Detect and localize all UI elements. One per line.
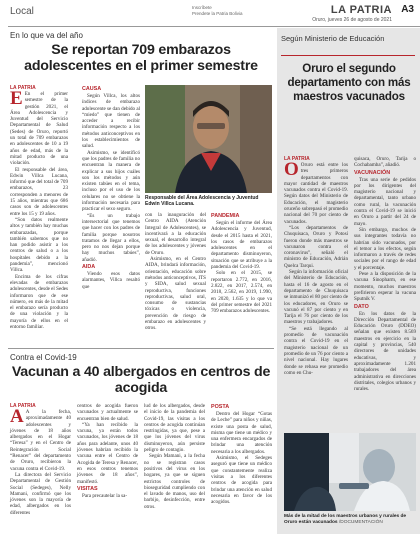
sidebar-kicker: Según Ministerio de Educación bbox=[281, 34, 385, 43]
main-col2-p1: Según Villca, los altos índices de embarazo adolescente se dan debido al “miedo” que tienen de acceder a recibir información respecto a los métodos anticonceptivos en los establecimientos de salud. bbox=[82, 93, 140, 150]
main-col4-p2: Solo en el 2015, se reportaron 2.772, en 2016, 2.822, en 2017, 2.574, en 2018, 2.562, en 2019, 1.990, en 2020, 1.635 y lo que va del primer semestre del 2021 709 embarazos adolescentes. bbox=[211, 270, 272, 315]
vaccination-image bbox=[284, 433, 416, 511]
article-divider bbox=[8, 348, 274, 349]
sidebar-col2b-p2: Sin embargo, muchos de sus integrantes todavía no habrían sido vacunados, por el temor a los efectos, según informaron a través de redes sociales por el rango de edad y el porcentaje. bbox=[354, 226, 416, 271]
page-header bbox=[0, 0, 420, 28]
issue-date: Oruro, jueves 26 de agosto de 2021 bbox=[312, 17, 392, 23]
promo-line-1: Inscríbete bbox=[192, 5, 212, 10]
sidebar-col2-p1: quisaca, Oruro, Tarija o Cochabamba”, añadió. bbox=[354, 156, 416, 169]
sidebar-col-2 bbox=[354, 156, 416, 392]
page-number: A3 bbox=[401, 4, 414, 15]
sidebar-photo-caption bbox=[284, 514, 416, 525]
promo-text[interactable] bbox=[192, 5, 243, 16]
main-col2-p2: Asimismo, se identificó que los padres de familia no encuentran la manera de explicar a sus hijos cuáles son los métodos y aún existen tabúes en el tema, incluso por el uso de los celulares no se obtiene la información necesaria para practicar el sexo seguro. bbox=[82, 149, 140, 213]
sidebar-rule bbox=[281, 55, 415, 56]
drop-cap-2: A bbox=[10, 406, 24, 427]
second-col4-p2: Asimismo, el Sedeges aseguró que tiene un médico que constantemente realiza visitas a los diferentes centros de acogida para brindar una atención en salud necesaria en favor de los acogidos. bbox=[211, 455, 272, 506]
main-source: LA PATRIA bbox=[10, 85, 36, 91]
main-col-2 bbox=[82, 85, 140, 290]
sidebar-col1-p4: “Se está llegando al promedio de vacunación contra el Covid-19 en el magisterio nacional de un promedio de un 76 por ciento a nivel nacional. Hay lugares donde se rebasa ese promedio como en Chu- bbox=[284, 325, 348, 376]
second-sub-visitas: VISITAS bbox=[77, 485, 98, 492]
main-col2b-p1: Viendo esos datos alarmantes, Villca resaltó que bbox=[82, 271, 140, 290]
second-sub-posta: POSTA bbox=[211, 404, 230, 410]
second-col1-p1: A A la fecha, aproximadamente 40 adolescentes y jóvenes de 18 años albergados en el Hogar “Teresa” y en el Centro de Reintegración Social “Renacer” del departamento de Oruro, recibieron la vacuna contra el Covid-19. bbox=[10, 406, 71, 472]
second-col-1 bbox=[10, 403, 71, 516]
sidebar-col2b-p1: Tras una serie de pedidos por los dirigentes del magisterio nacional y departamental, tanto urbano como rural, la vacunación contra el Covid-19 se inició en Oruro a partir del 24 de mayo. bbox=[354, 176, 416, 227]
second-col2-p2: “Ya han recibido la vacuna, ya están todos vacunados, los jóvenes de 18 años para adelante, unos 40 jóvenes habrían recibido la vacuna entre el Centro de Acogida de Teresa y Renacer, en esos centros tenemos jóvenes de 18 años”, manifestó. bbox=[77, 421, 138, 485]
sidebar-caption-text: Más de la mitad de los maestros urbanos y rurales de Oruro están vacunados bbox=[284, 514, 407, 525]
sidebar-source: LA PATRIA bbox=[284, 156, 310, 162]
main-col3-p1: con la inauguración del Centro AIDA (Atención Integral de Adolescentes), se incentivará a la educación sexual, el desarrollo integral de los adolescentes y jóvenes de Oruro. bbox=[145, 212, 206, 256]
sidebar-col1-p1: O Oruro está entre los tres primeros departamentos con mayor cantidad de maestros vacunados contra el Covid-19. Según datos del Ministerio de Educación, el magisterio oruceño sobrepasó el promedio nacional del 70 por ciento de vacunados. bbox=[284, 159, 348, 225]
main-col3-p2: Asimismo, en el Centro AIDA, brindará información, orientación, educación sobre métodos anticonceptivos, ITS y SIDA, salud sexual reproductiva, funciones reproductivas, salud oral, consumo de sustancias tóxicas o violencia, prevención de riesgo de embarazo en adolescentes y otros. bbox=[145, 256, 206, 332]
sidebar-headline: Oruro el segundo departamento con más maestros vacunados bbox=[287, 62, 411, 103]
sidebar-photo-credit: /DOCUMENTACIÓN bbox=[338, 519, 383, 525]
main-col-1 bbox=[10, 85, 68, 330]
main-sub-aida: AIDA bbox=[82, 264, 96, 271]
sidebar-col2b-p3: Pese a la disposición de la vacuna Sinopharm, en ese momento, muchos maestros prefirieron esperar la vacuna Sputnik V. bbox=[354, 271, 416, 303]
sidebar-sub-vacunacion: VACUNACIÓN bbox=[354, 169, 391, 176]
sidebar-col-1 bbox=[284, 156, 348, 376]
drop-cap: E bbox=[10, 88, 23, 109]
second-col-4 bbox=[211, 403, 272, 505]
main-col-4 bbox=[211, 212, 272, 314]
main-photo-caption: Responsable del Área Adolescencia y Juventud Edwin Villca Lucana. bbox=[145, 195, 259, 207]
main-col-3 bbox=[145, 212, 206, 332]
main-photo bbox=[145, 85, 272, 193]
main-kicker: En lo que va del año bbox=[10, 31, 83, 40]
second-col3-p2: Según Mamani, a la fecha no se registran casos positivos del virus en los hogares, ya que se siguen estrictos controles de bioseguridad cumpliendo con el lavado de manos, uso del barbijo, desinfección, entre otros. bbox=[144, 453, 205, 510]
second-col-3 bbox=[144, 403, 205, 510]
second-col3-p1: lud de los albergados, desde el inicio de la pandemia del Covid-19, las visitas a los centros de acogida continúan restringidas, ya que, pese a que los jóvenes del virus disminuyeron, aún persiste peligro de contagio. bbox=[144, 403, 205, 454]
main-headline: Se reportan 709 embarazos adolescentes en el primer semestre bbox=[24, 42, 258, 74]
main-col1-p2: El responsable del área, Edwin Villca Lucana, informó que del total de 709 embarazos, 23 corresponden a menores de 15 años, mientras que 686 casos son de adolescentes entre los 15 y 19 años. bbox=[10, 166, 68, 217]
main-col2-p3: “Es un trabajo intersectorial que tenemos que hacer con los padres de familia porque nosotros tratamos de llegar a ellos, pero no nos dejan porque hay muchos tabúes”, añadió. bbox=[82, 212, 140, 263]
second-col-2 bbox=[77, 403, 138, 499]
sidebar-col1-p3: Según la información oficial del Ministerio de Educación, hasta el 16 de agosto en el departamento de Chuquisaca se inmunizó el 80 por ciento de los educadores, en Oruro se vacunó el 87 por ciento y en Tarija el 76 por ciento de los maestros y trabajadores. bbox=[284, 269, 348, 326]
main-sub-pandemia: PANDEMIA bbox=[211, 213, 240, 219]
section-label: Local bbox=[10, 6, 34, 17]
main-col1-p4: Encima de los cifras elevadas de embarazos adolescentes, desde el Sedes informaron que de ese número, en más de la mitad el embarazo sería producto de una violación y la mayoría de ellos en el entorno familiar. bbox=[10, 273, 68, 330]
main-col1-p3: “Son datos realmente altos y también hay muchas embarazadas, porque también sabemos que no han podido asistir a los centros de salud o a los hospitales debido a la pandemia”, mencionó Villca. bbox=[10, 216, 68, 274]
sidebar-photo bbox=[284, 433, 416, 511]
main-col1-p1: E En el primer semestre de la gestión 2021, el Área Adolescencia y Juventud del Servicio Departamental de Salud (Sedes) de Oruro, reportó un total de 709 embarazos en adolescentes de 10 a 19 años de edad, más de la mitad producto de una violación. bbox=[10, 88, 68, 167]
promo-line-2: Prendete la Patria Bolivia bbox=[192, 10, 243, 16]
second-col2-p1: centros de acogida fueron vacunados y actualmente se encuentran bien de salud. bbox=[77, 403, 138, 422]
portrait-image bbox=[145, 85, 272, 193]
second-col4-p1: Dentro del Hogar “Gotas de Leche” para niños y niñas, existe una posta de salud, misma que tiene un médico y una enfermera encargados de brindar una atención necesaria a los albergados. bbox=[211, 411, 272, 455]
second-col1-p2: La directora del Servicio Departamental de Gestión Social (Sedeges), Nelly Mamani, confirmó que los jóvenes son la mayoría de edad, albergados en los diferentes bbox=[10, 471, 71, 516]
sidebar-col2c-p1: En los datos de la Dirección Departamental de Educación Oruro (DDEO) señalan que existen 8.569 maestros en ejercicio en la capital y provincias, 540 directores de unidades educativas, y aproximadamente 1.201 trabajadores del área administrativa en direcciones distritales, colegios urbanos y rurales. bbox=[354, 310, 416, 393]
sidebar-sub-dato: DATO bbox=[354, 303, 369, 310]
header-rule bbox=[8, 26, 420, 27]
newspaper-brand: LA PATRIA bbox=[330, 4, 392, 16]
second-source: LA PATRIA bbox=[10, 403, 36, 409]
main-col4-p1: Según el informe del Área Adolescencia y Juventud, desde el 2015 hasta el 2021, los casos de embarazos adolescentes en el departamento disminuyeron, situación que se atribuye a la pandemia del Covid-19. bbox=[211, 220, 272, 271]
sidebar-col1-p2: “Los departamentos de Chuquisaca, Oruro y Potosí fueron donde más maestros se vacunaron contra el coronavirus”, señaló el ministro de Educación, Adrián Quelca Tarqui. bbox=[284, 224, 348, 269]
second-headline: Vacunan a 40 albergados en centros de acogida bbox=[11, 364, 271, 396]
second-col2b-p1: Para precautelar la sa- bbox=[82, 492, 128, 499]
drop-cap-3: O bbox=[284, 159, 299, 180]
main-sub-causa: CAUSA bbox=[82, 86, 102, 92]
second-kicker: Contra el Covid-19 bbox=[10, 353, 77, 362]
